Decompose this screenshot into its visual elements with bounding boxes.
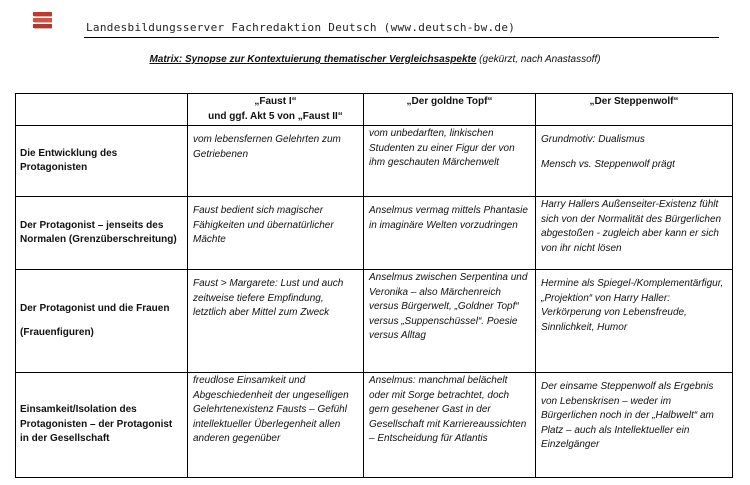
table-row [16, 197, 733, 270]
cell-faust: vom lebensfernen Gelehrten zum Getriebenen [188, 126, 364, 197]
row-label [16, 270, 188, 373]
row-label: Der Protagonist – jenseits des Normalen (Grenzüberschreitung) [16, 197, 188, 270]
row-label: Einsamkeit/Isolation des Protagonisten – der Protagonist in der Gesellschaft [16, 373, 188, 478]
cell-faust: freudlose Einsamkeit und Abgeschiedenheit der ungeselligen Gelehrtenexistenz Fausts – Gefühl intellektueller Überlegenheit allen anderen gegenüber [188, 373, 364, 478]
cell-topf: Anselmus zwischen Serpentina und Veronika – also Märchenreich versus Bürgerwelt, „Goldner Topf“ versus „Suppenschüssel“. Poesie versus Alltag [364, 270, 536, 373]
cell-topf: Anselmus: manchmal belächelt oder mit Sorge betrachtet, doch gern gesehener Gast in der Gesellschaft mit Karriereaussichten – Entscheidung für Atlantis [364, 373, 536, 478]
table-row [16, 270, 733, 373]
cell-steppenwolf: Der einsame Steppenwolf als Ergebnis von Lebenskrisen – weder im Bürgerlichen noch in der „Halbwelt“ am Platz – auch als Intellektueller ein Einzelgänger [536, 373, 733, 478]
table-row [16, 373, 733, 478]
column-header-steppenwolf-label: „Der Steppenwolf“ [589, 96, 679, 107]
row-label: Die Entwicklung des Protagonisten [16, 126, 188, 197]
table-row [16, 126, 733, 197]
column-header-faust [188, 94, 364, 126]
column-header-topf-label: „Der goldne Topf“ [406, 96, 493, 107]
row-label-line2: (Frauenfiguren) [20, 327, 94, 338]
cell-steppenwolf: Hermine als Spiegel-/Komplementärfigur, „Projektion“ von Harry Haller: Verkörperung von Lebensfreude, Sinnlichkeit, Humor [536, 270, 733, 373]
matrix-title-main: Matrix: Synopse zur Kontextuierung thematischer Vergleichsaspekte [149, 54, 477, 65]
stacked-books-icon [32, 10, 54, 32]
matrix-title [0, 54, 750, 65]
synopsis-table [15, 93, 733, 478]
column-header-steppenwolf [536, 94, 733, 126]
cell-steppenwolf: Harry Hallers Außenseiter-Existenz fühlt sich von der Normalität des Bürgerlichen abgestoßen - zugleich aber kann er sich von ihr nicht lösen [536, 197, 733, 270]
cell-faust: Faust > Margarete: Lust und auch zeitweise tiefere Empfindung, letztlich aber Mittel zum Zweck [188, 270, 364, 373]
column-header-faust-line2: und ggf. Akt 5 von „Faust II“ [208, 110, 343, 122]
corner-header-cell [16, 94, 188, 126]
cell-steppenwolf [536, 126, 733, 197]
column-header-topf [364, 94, 536, 126]
column-header-faust-line1: „Faust I“ [254, 96, 297, 107]
cell-topf: Anselmus vermag mittels Phantasie in imaginäre Welten vorzudringen [364, 197, 536, 270]
page-header [0, 0, 750, 40]
cell-faust: Faust bedient sich magischer Fähigkeiten und übernatürlicher Mächte [188, 197, 364, 270]
header-divider [84, 37, 719, 38]
matrix-title-note: (gekürzt, nach Anastassoff) [476, 54, 601, 65]
site-title: Landesbildungsserver Fachredaktion Deutsch (www.deutsch-bw.de) [86, 21, 516, 34]
cell-steppenwolf-line1: Grundmotiv: Dualismus [541, 134, 645, 145]
row-label-line1: Der Protagonist und die Frauen [20, 302, 170, 314]
cell-topf: vom unbedarften, linkischen Studenten zu einer Figur der von ihm geschauten Märchenwelt [364, 126, 536, 197]
cell-steppenwolf-line2: Mensch vs. Steppenwolf prägt [541, 158, 675, 170]
table-header-row [16, 94, 733, 126]
